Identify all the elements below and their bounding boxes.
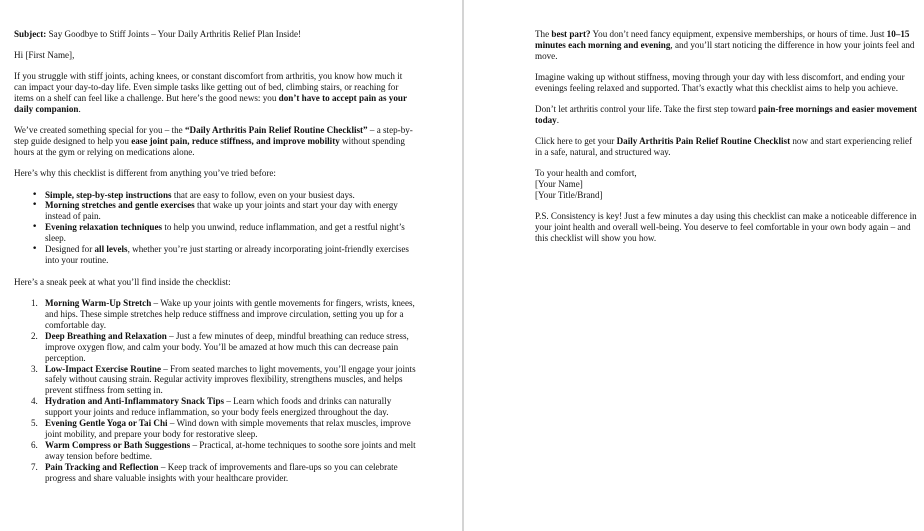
cta-text-1: Click here to get your <box>535 136 617 147</box>
numbered-item[interactable] <box>14 440 416 462</box>
item-title: Pain Tracking and Reflection <box>45 461 159 472</box>
intro-end: . <box>78 104 81 115</box>
control-bold: pain-free mornings and easier movement today <box>535 104 918 126</box>
best-part-paragraph[interactable] <box>535 29 920 62</box>
numbered-item[interactable] <box>14 331 416 364</box>
item-text: – From seated marches to light movements, you’ll engage your joints safely without causing strain. Regular activity improves flexibility, strengthens muscles, and helps prevent stiffness from setting in. <box>45 363 416 396</box>
bullet-bold: Morning stretches and gentle exercises <box>45 200 195 211</box>
item-text: – Learn which foods and drinks can naturally support your joints and reduce inflammation, so your body feels energized throughout the day. <box>45 396 392 418</box>
benefits-bold: ease joint pain, reduce stiffness, and improve mobility <box>131 136 340 147</box>
bullet-bold: all levels <box>94 244 128 255</box>
intro-paragraph[interactable] <box>14 71 416 115</box>
item-text: – Wind down with simple movements that relax muscles, improve joint mobility, and prepare your body for restorative sleep. <box>45 418 411 439</box>
numbered-item[interactable] <box>14 462 416 484</box>
imagine-paragraph[interactable]: Imagine waking up without stiffness, moving through your day with less discomfort, and ending your evenings feeling relaxed and supported. That’s exactly what this checklist aims to help you achieve. <box>535 72 905 93</box>
signature-block[interactable] <box>535 168 920 201</box>
intro-bold: don’t have to accept pain as your daily companion <box>14 93 407 115</box>
item-title: Hydration and Anti-Inflammatory Snack Tips <box>45 396 225 407</box>
control-text-1: Don’t let arthritis control your life. Take the first step toward <box>535 104 759 115</box>
item-text: – Wake up your joints with gentle movements for fingers, wrists, knees, and hips. These simple stretches help reduce stiffness and improve circulation, setting you up for a comfortable day. <box>45 298 415 330</box>
best-bold-1: best part? <box>551 29 591 39</box>
item-title: Low-Impact Exercise Routine <box>45 363 162 374</box>
item-text: – Just a few minutes of deep, mindful breathing can reduce stress, improve oxygen flow, and calm your body. You’ll be amazed at how much this can decrease pain perception. <box>45 330 409 363</box>
bullet-text: to help you unwind, reduce inflammation, and get a restful night’s sleep. <box>45 222 405 244</box>
bullet-text: that are easy to follow, even on your busiest days. <box>171 189 355 200</box>
item-title: Morning Warm-Up Stretch <box>45 298 152 309</box>
peek-paragraph[interactable]: Here’s a sneak peek at what you’ll find inside the checklist: <box>14 276 231 287</box>
page-left-body[interactable] <box>14 29 416 484</box>
item-number: 4. <box>31 396 38 407</box>
bullet-item[interactable] <box>14 200 416 222</box>
ps-paragraph[interactable]: P.S. Consistency is key! Just a few minutes a day using this checklist can make a noticeable difference in your joint health and overall well-being. You deserve to feel comfortable in your own body again – and this checklist will show you how. <box>535 211 917 244</box>
subject-label: Subject: <box>14 29 47 39</box>
created-text-2: – a step-by-step guide designed to help you <box>14 125 413 147</box>
created-text-3: without spending hours at the gym or relying on medications alone. <box>14 136 405 158</box>
item-title: Deep Breathing and Relaxation <box>45 330 167 341</box>
subject-text: Say Goodbye to Stiff Joints – Your Daily Arthritis Relief Plan Inside! <box>46 29 302 39</box>
control-paragraph[interactable] <box>535 104 920 126</box>
numbered-item[interactable] <box>14 396 416 418</box>
item-number: 3. <box>31 363 38 374</box>
benefit-bullet-list[interactable] <box>14 190 416 266</box>
best-bold-2: 10–15 minutes each morning and evening <box>535 29 910 50</box>
document-page-right[interactable] <box>464 0 924 531</box>
bullet-bold: Simple, step-by-step instructions <box>45 189 172 200</box>
item-number: 6. <box>31 439 38 450</box>
bullet-item[interactable] <box>14 222 416 244</box>
item-title: Evening Gentle Yoga or Tai Chi <box>45 418 168 429</box>
cta-text-2: now and start experiencing relief in a safe, natural, and structured way. <box>535 136 913 158</box>
intro-text: If you struggle with stiff joints, aching knees, or constant discomfort from arthritis, you know how much it can impact your day-to-day life. Even simple tasks like getting out of bed, climbing stairs, or reaching for items on a shelf can feel like a challenge. But here’s the good news: you <box>14 71 403 104</box>
signoff: To your health and comfort, <box>535 168 637 179</box>
numbered-item[interactable] <box>14 418 416 440</box>
cta-paragraph[interactable] <box>535 136 920 158</box>
best-text-3: , and you’ll start noticing the difference in how your joints feel and move. <box>535 39 915 61</box>
bullet-item[interactable] <box>14 190 416 201</box>
checklist-intro-paragraph[interactable] <box>14 125 416 158</box>
item-text: – Keep track of improvements and flare-ups so you can celebrate progress and share valuable insights with your healthcare provider. <box>45 461 398 483</box>
bullet-pre: Designed for <box>45 244 95 255</box>
bullet-text: , whether you’re just starting or already incorporating joint-friendly exercises into your routine. <box>45 244 409 265</box>
best-text-2: You don’t need fancy equipment, expensive memberships, or hours of time. Just <box>590 29 887 39</box>
numbered-item[interactable] <box>14 364 416 397</box>
page-right-body[interactable] <box>535 29 920 254</box>
item-number: 5. <box>31 418 38 429</box>
best-text-1: The <box>535 29 552 39</box>
control-text-2: . <box>556 115 560 126</box>
signature-name: [Your Name] <box>535 179 583 190</box>
subject-line[interactable] <box>14 29 416 40</box>
item-number: 2. <box>31 330 38 341</box>
item-number: 1. <box>31 298 38 309</box>
checklist-title-bold: “Daily Arthritis Pain Relief Routine Checklist” <box>184 125 368 136</box>
bullet-text: that wake up your joints and start your day with energy instead of pain. <box>45 200 398 222</box>
item-title: Warm Compress or Bath Suggestions <box>45 439 191 450</box>
item-text: – Practical, at-home techniques to soothe sore joints and melt away tension before bedtime. <box>45 439 416 461</box>
cta-bold: Daily Arthritis Pain Relief Routine Checklist <box>616 136 791 147</box>
created-text-1: We’ve created something special for you – the <box>14 125 185 136</box>
item-number: 7. <box>31 461 38 472</box>
numbered-item[interactable] <box>14 298 416 331</box>
greeting[interactable]: Hi [First Name], <box>14 50 75 61</box>
bullet-item[interactable] <box>14 244 416 266</box>
checklist-numbered-list[interactable] <box>14 298 416 483</box>
signature-title: [Your Title/Brand] <box>535 190 603 201</box>
why-paragraph[interactable]: Here’s why this checklist is different from anything you’ve tried before: <box>14 168 276 179</box>
bullet-bold: Evening relaxation techniques <box>45 222 163 233</box>
